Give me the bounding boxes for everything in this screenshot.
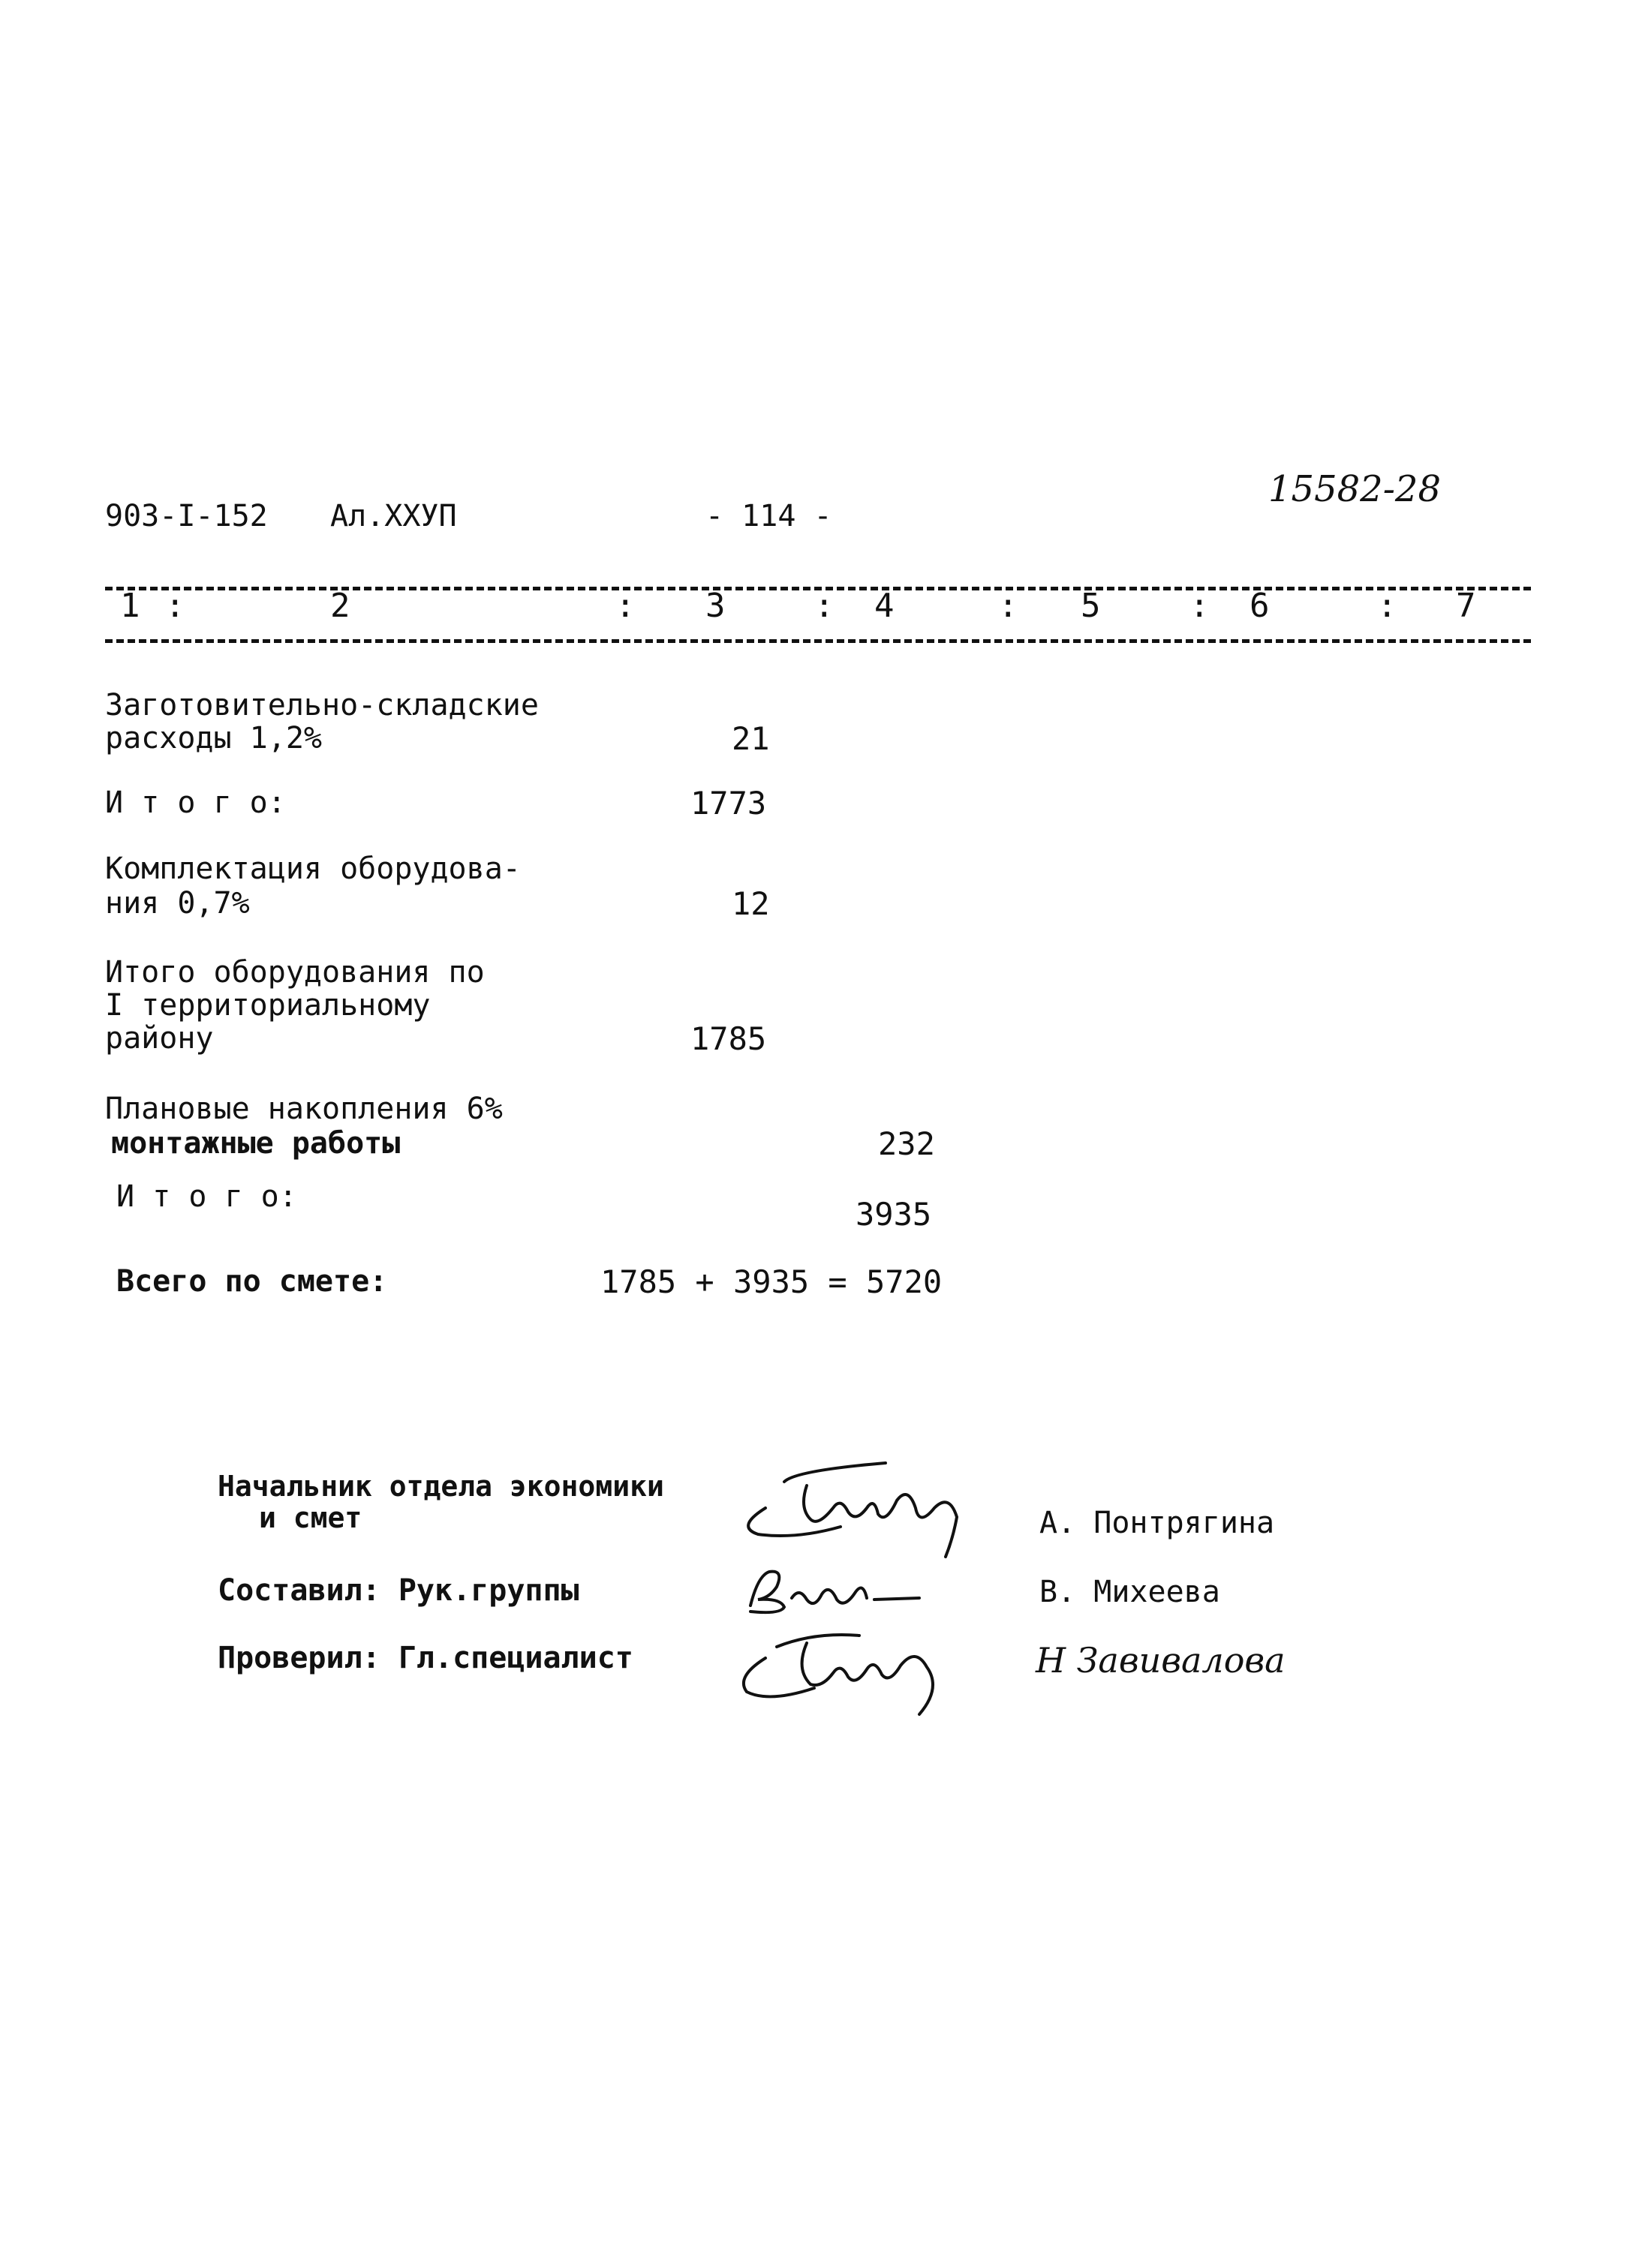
row-value-col3: 1773 xyxy=(690,785,767,822)
row-value-col3: 1785 xyxy=(690,1020,767,1057)
row-label-line: Комплектация оборудова- xyxy=(105,852,521,886)
column-separator: : xyxy=(165,587,185,625)
column-separator: : xyxy=(1377,587,1397,625)
row-label-line: И т о г о: xyxy=(116,1179,297,1214)
total-value: 1785 + 3935 = 5720 xyxy=(600,1263,943,1300)
signer-role-line: Составил: Рук.группы xyxy=(218,1573,579,1608)
column-separator: : xyxy=(998,587,1018,625)
signer-role-line: и смет xyxy=(259,1501,362,1534)
signer-name: В. Михеева xyxy=(1039,1575,1220,1609)
row-value-col4: 232 xyxy=(878,1125,935,1162)
column-number-3: 3 xyxy=(705,587,726,625)
row-label-line: И т о г о: xyxy=(105,786,286,820)
column-number-1: 1 xyxy=(120,587,140,625)
doc-code: 903-I-152 xyxy=(105,499,268,533)
row-value-col3: 12 xyxy=(732,885,770,922)
column-number-2: 2 xyxy=(330,587,350,625)
row-label-line: Плановые накопления 6% xyxy=(105,1092,503,1126)
row-label-line: ния 0,7% xyxy=(105,886,250,921)
column-separator: : xyxy=(1189,587,1210,625)
column-number-5: 5 xyxy=(1081,587,1101,625)
page-number: - 114 - xyxy=(705,499,832,533)
header-bottom-rule xyxy=(105,639,1531,643)
row-label-line: Заготовительно-складские xyxy=(105,688,539,722)
handwritten-signature xyxy=(728,1455,998,1568)
stamp-number: 15582-28 xyxy=(1268,468,1441,510)
row-label-line: району xyxy=(105,1021,214,1056)
signer-role-line: Начальник отдела экономики xyxy=(218,1470,664,1503)
row-label-line: I территориальному xyxy=(105,988,431,1023)
row-label-line: монтажные работы xyxy=(111,1126,401,1161)
column-separator: : xyxy=(814,587,835,625)
row-label-line: Итого оборудования по xyxy=(105,955,485,990)
column-number-6: 6 xyxy=(1250,587,1270,625)
signer-role-line: Проверил: Гл.специалист xyxy=(218,1641,633,1675)
album-number: Ал.XXУП xyxy=(330,499,457,533)
column-number-4: 4 xyxy=(874,587,895,625)
signer-name: А. Понтрягина xyxy=(1039,1506,1275,1540)
column-separator: : xyxy=(615,587,636,625)
signer-name: Н Завивалова xyxy=(1036,1640,1286,1681)
handwritten-signature xyxy=(724,1613,979,1718)
row-value-col3: 21 xyxy=(732,720,770,757)
row-label-line: расходы 1,2% xyxy=(105,721,322,755)
total-label: Всего по смете: xyxy=(116,1264,388,1299)
column-number-7: 7 xyxy=(1456,587,1476,625)
row-value-col4: 3935 xyxy=(856,1196,932,1233)
handwritten-signature xyxy=(735,1553,961,1621)
